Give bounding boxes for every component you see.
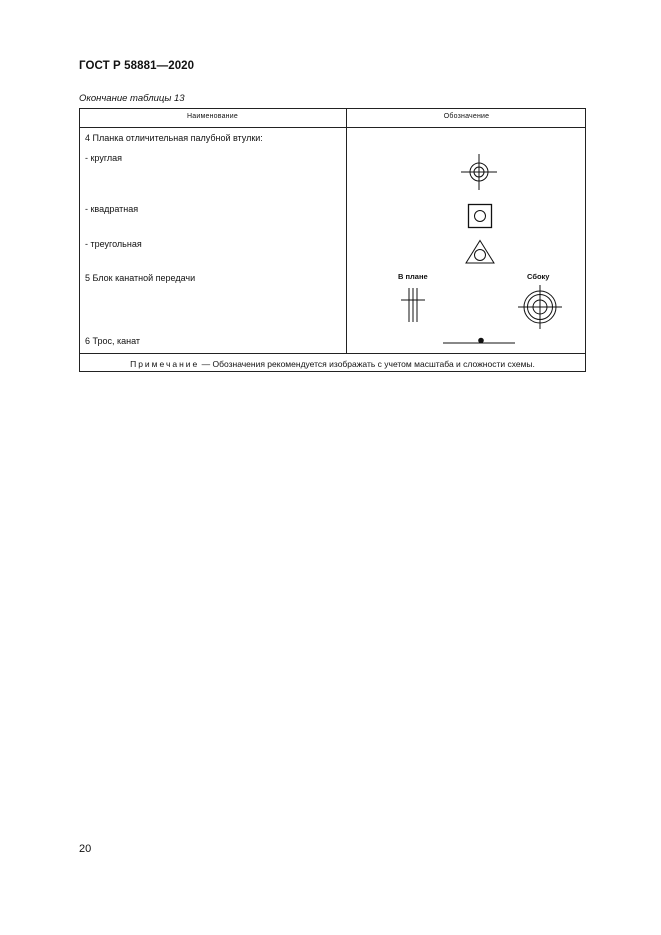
- pulley-side-view-icon: [517, 284, 563, 330]
- symbols-table: [79, 108, 586, 372]
- row-label-rope: 6 Трос, канат: [85, 336, 141, 346]
- table-caption: Окончание таблицы 13: [79, 93, 185, 104]
- row-label-pulley-block: 5 Блок канатной передачи: [85, 273, 196, 283]
- pulley-top-view-icon: [399, 285, 427, 325]
- circle-in-square-icon: [467, 203, 493, 229]
- column-divider: [346, 108, 347, 354]
- page-number: 20: [79, 843, 92, 855]
- row-label-triangular: - треугольная: [85, 239, 142, 249]
- table-note: [79, 359, 586, 369]
- row-label-square: - квадратная: [85, 204, 139, 214]
- label-top-view: В плане: [398, 272, 428, 281]
- label-side-view: Сбоку: [527, 272, 550, 281]
- note-divider: [79, 353, 586, 354]
- header-divider: [79, 127, 586, 128]
- column-header-name: Наименование: [187, 113, 238, 120]
- note-text: — Обозначения рекомендуется изображать с учетом масштаба и сложности схемы.: [199, 359, 535, 369]
- column-header-symbol: Обозначение: [443, 113, 490, 120]
- crosshair-circle-icon: [459, 152, 499, 192]
- document-code: ГОСТ Р 58881—2020: [79, 60, 195, 72]
- row-label-deck-plate: 4 Планка отличительная палубной втулки:: [85, 133, 263, 143]
- table-frame: [79, 108, 586, 372]
- circle-in-triangle-icon: [464, 239, 496, 265]
- row-label-round: - круглая: [85, 153, 123, 163]
- note-prefix: Примечание: [130, 359, 200, 369]
- rope-line-icon: [441, 336, 517, 346]
